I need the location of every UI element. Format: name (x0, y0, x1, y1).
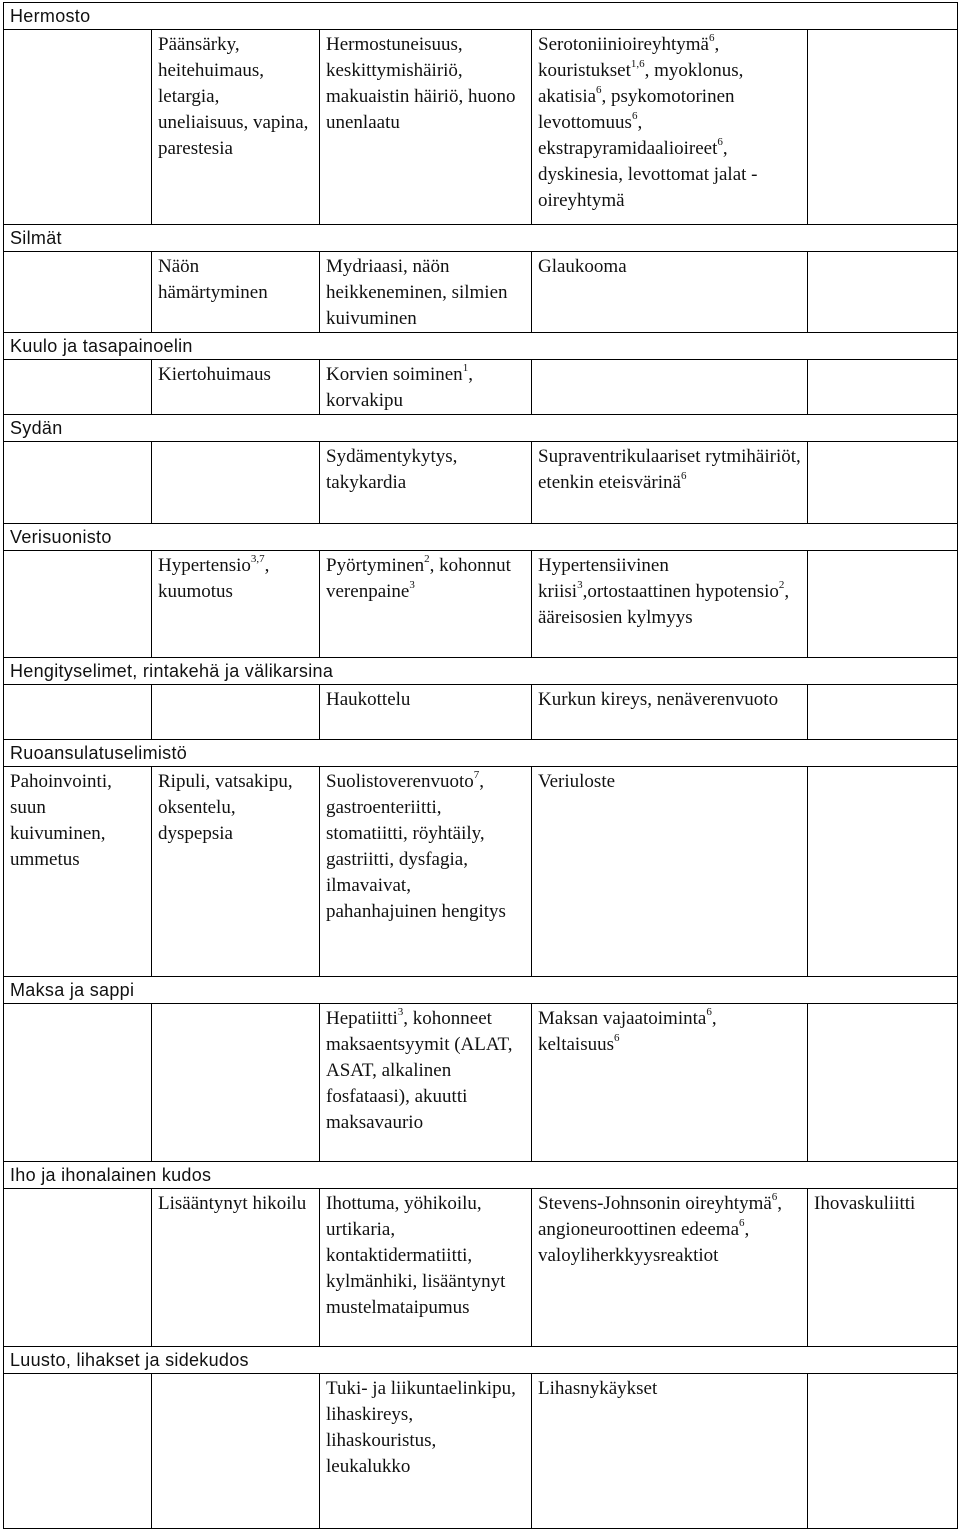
frequency-cell-3: Korvien soiminen$^1$, korvakipu (320, 360, 532, 415)
section-row (4, 740, 958, 767)
table-row (4, 30, 958, 225)
frequency-cell-5 (808, 551, 958, 658)
section-row (4, 977, 958, 1004)
frequency-cell-2 (152, 1004, 320, 1162)
table-row (4, 252, 958, 333)
frequency-cell-2 (152, 442, 320, 524)
section-title: Iho ja ihonalainen kudos (4, 1162, 958, 1189)
frequency-cell-4: Hypertensiivinen kriisi$^3$,ortostaattinen hypotensio$^2$, ääreisosien kylmyys (532, 551, 808, 658)
frequency-cell-2 (152, 1374, 320, 1529)
frequency-cell-3: Ihottuma, yöhikoilu, urtikaria, kontaktidermatiitti, kylmänhiki, lisääntynyt mustelmataipumus (320, 1189, 532, 1347)
frequency-cell-1 (4, 551, 152, 658)
frequency-cell-5 (808, 685, 958, 740)
section-title: Ruoansulatuselimistö (4, 740, 958, 767)
frequency-cell-1 (4, 1004, 152, 1162)
frequency-cell-4: Supraventrikulaariset rytmihäiriöt, etenkin eteisvärinä$^6$ (532, 442, 808, 524)
section-row (4, 415, 958, 442)
section-title: Hengityselimet, rintakehä ja välikarsina (4, 658, 958, 685)
table-row (4, 767, 958, 977)
section-row (4, 524, 958, 551)
section-row (4, 658, 958, 685)
section-title: Verisuonisto (4, 524, 958, 551)
frequency-cell-2: Päänsärky, heitehuimaus, letargia, uneliaisuus, vapina, parestesia (152, 30, 320, 225)
frequency-cell-3: Tuki- ja liikuntaelinkipu, lihaskireys, lihaskouristus, leukalukko (320, 1374, 532, 1529)
frequency-cell-1 (4, 360, 152, 415)
table-row (4, 360, 958, 415)
frequency-cell-5 (808, 1374, 958, 1529)
section-row (4, 3, 958, 30)
frequency-cell-2: Ripuli, vatsakipu, oksentelu, dyspepsia (152, 767, 320, 977)
frequency-cell-4 (532, 360, 808, 415)
frequency-cell-2 (152, 685, 320, 740)
frequency-cell-4: Kurkun kireys, nenäverenvuoto (532, 685, 808, 740)
table-row (4, 442, 958, 524)
section-title: Maksa ja sappi (4, 977, 958, 1004)
frequency-cell-5 (808, 252, 958, 333)
section-row (4, 1347, 958, 1374)
frequency-cell-4: Stevens-Johnsonin oireyhtymä$^6$, angioneuroottinen edeema$^6$, valoyliherkkyysreaktiot (532, 1189, 808, 1347)
frequency-cell-5 (808, 30, 958, 225)
table-row (4, 551, 958, 658)
table-row (4, 1189, 958, 1347)
section-title: Sydän (4, 415, 958, 442)
frequency-cell-1 (4, 685, 152, 740)
frequency-cell-2: Kiertohuimaus (152, 360, 320, 415)
frequency-cell-1 (4, 1189, 152, 1347)
frequency-cell-1 (4, 252, 152, 333)
frequency-cell-4: Maksan vajaatoiminta$^6$, keltaisuus$^6$ (532, 1004, 808, 1162)
frequency-cell-3: Haukottelu (320, 685, 532, 740)
frequency-cell-5 (808, 442, 958, 524)
frequency-cell-1 (4, 442, 152, 524)
table-row (4, 1374, 958, 1529)
section-row (4, 225, 958, 252)
table-row (4, 685, 958, 740)
frequency-cell-3: Mydriaasi, näön heikkeneminen, silmien kuivuminen (320, 252, 532, 333)
frequency-cell-4: Glaukooma (532, 252, 808, 333)
frequency-cell-5: Ihovaskuliitti (808, 1189, 958, 1347)
table-body (4, 3, 958, 1529)
frequency-cell-5 (808, 767, 958, 977)
frequency-cell-2: Lisääntynyt hikoilu (152, 1189, 320, 1347)
frequency-cell-5 (808, 360, 958, 415)
section-title: Hermosto (4, 3, 958, 30)
frequency-cell-1 (4, 30, 152, 225)
frequency-cell-1 (4, 1374, 152, 1529)
frequency-cell-3: Hermostuneisuus, keskittymishäiriö, makuaistin häiriö, huono unenlaatu (320, 30, 532, 225)
frequency-cell-4: Lihasnykäykset (532, 1374, 808, 1529)
table-row (4, 1004, 958, 1162)
frequency-cell-3: Sydämentykytys, takykardia (320, 442, 532, 524)
frequency-cell-1: Pahoinvointi, suun kuivuminen, ummetus (4, 767, 152, 977)
frequency-cell-4: Veriuloste (532, 767, 808, 977)
frequency-cell-2: Näön hämärtyminen (152, 252, 320, 333)
adverse-reactions-table (3, 2, 958, 1529)
section-title: Luusto, lihakset ja sidekudos (4, 1347, 958, 1374)
frequency-cell-3: Pyörtyminen$^2$, kohonnut verenpaine$^3$ (320, 551, 532, 658)
frequency-cell-4: Serotoniinioireyhtymä$^6$, kouristukset$^{1,6}$, myoklonus, akatisia$^6$, psykomotorinen levottomuus$^6$, ekstrapyramidaalioireet$^6$, dyskinesia, levottomat jalat -oireyhtymä (532, 30, 808, 225)
section-title: Silmät (4, 225, 958, 252)
frequency-cell-2: Hypertensio$^{3,7}$, kuumotus (152, 551, 320, 658)
frequency-cell-3: Hepatiitti$^3$, kohonneet maksaentsyymit (ALAT, ASAT, alkalinen fosfataasi), akuutti maksavaurio (320, 1004, 532, 1162)
section-title: Kuulo ja tasapainoelin (4, 333, 958, 360)
section-row (4, 1162, 958, 1189)
frequency-cell-3: Suolistoverenvuoto$^7$, gastroenteriitti, stomatiitti, röyhtäily, gastriitti, dysfagia, ilmavaivat, pahanhajuinen hengitys (320, 767, 532, 977)
frequency-cell-5 (808, 1004, 958, 1162)
section-row (4, 333, 958, 360)
